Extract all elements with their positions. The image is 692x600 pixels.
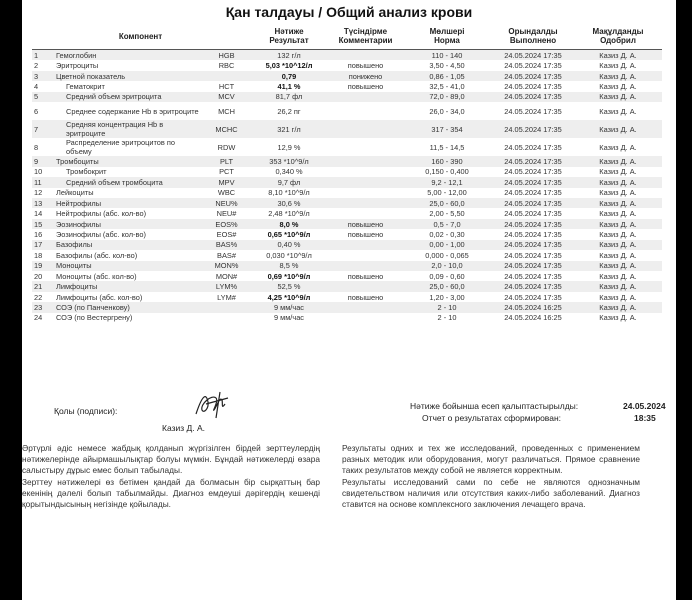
component-code: NEU# bbox=[204, 208, 249, 218]
row-number: 10 bbox=[32, 167, 54, 177]
approver-name: Казиз Д. А. bbox=[574, 302, 662, 312]
result-value: 0,340 % bbox=[249, 167, 329, 177]
completed-date: 24.05.2024 17:35 bbox=[492, 156, 574, 166]
result-value: 8,5 % bbox=[249, 261, 329, 271]
result-value: 8,10 *10^9/л bbox=[249, 188, 329, 198]
table-row bbox=[32, 240, 662, 250]
disclaimer-ru-paragraph: Результаты исследований сами по себе не являются однозначным свидетельством наличия или отсутствия каких-либо заболеваний. Диагноз ставится на основе комплексного заключения лечащего врача. bbox=[342, 476, 640, 510]
col-done: Орындалды Выполнено bbox=[492, 23, 574, 50]
reference-norm: 25,0 - 60,0 bbox=[402, 198, 492, 208]
result-value: 353 *10^9/л bbox=[249, 156, 329, 166]
result-comment: повышено bbox=[329, 292, 402, 302]
result-value: 41,1 % bbox=[249, 81, 329, 91]
row-number: 19 bbox=[32, 261, 54, 271]
generated-label-ru: Отчет о результатах сформирован: bbox=[422, 413, 562, 423]
component-name: Нейтрофилы (абс. кол-во) bbox=[54, 208, 204, 218]
approver-name: Казиз Д. А. bbox=[574, 177, 662, 187]
table-row bbox=[32, 71, 662, 81]
result-value: 0,65 *10^9/л bbox=[249, 229, 329, 239]
row-number: 23 bbox=[32, 302, 54, 312]
reference-norm: 1,20 - 3,00 bbox=[402, 292, 492, 302]
component-name: Среднее содержание Hb в эритроците bbox=[54, 102, 204, 120]
result-value: 5,03 *10^12/л bbox=[249, 60, 329, 70]
row-number: 18 bbox=[32, 250, 54, 260]
component-code: MCH bbox=[204, 102, 249, 120]
reference-norm: 0,86 - 1,05 bbox=[402, 71, 492, 81]
signature-mark bbox=[192, 388, 234, 422]
row-number: 5 bbox=[32, 92, 54, 102]
approver-name: Казиз Д. А. bbox=[574, 71, 662, 81]
row-number: 22 bbox=[32, 292, 54, 302]
approver-name: Казиз Д. А. bbox=[574, 167, 662, 177]
completed-date: 24.05.2024 16:25 bbox=[492, 302, 574, 312]
row-number: 15 bbox=[32, 219, 54, 229]
component-name: Лимфоциты (абс. кол-во) bbox=[54, 292, 204, 302]
results-body bbox=[32, 50, 662, 324]
component-name: Базофилы (абс. кол-во) bbox=[54, 250, 204, 260]
approver-name: Казиз Д. А. bbox=[574, 250, 662, 260]
reference-norm: 160 - 390 bbox=[402, 156, 492, 166]
component-name: СОЭ (по Панченкову) bbox=[54, 302, 204, 312]
completed-date: 24.05.2024 17:35 bbox=[492, 208, 574, 218]
component-code: LYM% bbox=[204, 281, 249, 291]
reference-norm: 0,09 - 0,60 bbox=[402, 271, 492, 281]
component-code bbox=[204, 71, 249, 81]
component-name: Средний объем эритроцита bbox=[54, 92, 204, 102]
component-code: RBC bbox=[204, 60, 249, 70]
result-value: 9,7 фл bbox=[249, 177, 329, 187]
row-number: 21 bbox=[32, 281, 54, 291]
generated-label-kz: Нәтиже бойынша есеп қалыптастырылды: bbox=[410, 401, 579, 411]
completed-date: 24.05.2024 17:35 bbox=[492, 281, 574, 291]
approver-name: Казиз Д. А. bbox=[574, 292, 662, 302]
result-comment bbox=[329, 167, 402, 177]
result-comment: повышено bbox=[329, 219, 402, 229]
result-value: 8,0 % bbox=[249, 219, 329, 229]
reference-norm: 2,0 - 10,0 bbox=[402, 261, 492, 271]
disclaimer-kz bbox=[22, 443, 320, 510]
result-value: 0,79 bbox=[249, 71, 329, 81]
reference-norm: 0,02 - 0,30 bbox=[402, 229, 492, 239]
approver-name: Казиз Д. А. bbox=[574, 92, 662, 102]
component-name: Нейтрофилы bbox=[54, 198, 204, 208]
result-comment: повышено bbox=[329, 81, 402, 91]
result-value: 9 мм/час bbox=[249, 313, 329, 323]
table-row bbox=[32, 92, 662, 102]
component-code: HCT bbox=[204, 81, 249, 91]
completed-date: 24.05.2024 17:35 bbox=[492, 292, 574, 302]
reference-norm: 0,150 - 0,400 bbox=[402, 167, 492, 177]
component-code: MCV bbox=[204, 92, 249, 102]
row-number: 17 bbox=[32, 240, 54, 250]
result-comment bbox=[329, 240, 402, 250]
approver-name: Казиз Д. А. bbox=[574, 156, 662, 166]
component-code: EOS% bbox=[204, 219, 249, 229]
result-comment bbox=[329, 281, 402, 291]
reference-norm: 2,00 - 5,50 bbox=[402, 208, 492, 218]
disclaimer-ru bbox=[342, 443, 640, 510]
row-number: 16 bbox=[32, 229, 54, 239]
table-row bbox=[32, 292, 662, 302]
component-name: Цветной показатель bbox=[54, 71, 204, 81]
component-code: EOS# bbox=[204, 229, 249, 239]
result-comment: понижено bbox=[329, 71, 402, 81]
result-value: 9 мм/час bbox=[249, 302, 329, 312]
result-comment bbox=[329, 138, 402, 156]
result-comment bbox=[329, 250, 402, 260]
table-row bbox=[32, 208, 662, 218]
table-row bbox=[32, 177, 662, 187]
row-number: 3 bbox=[32, 71, 54, 81]
table-row bbox=[32, 120, 662, 138]
component-name: Моноциты bbox=[54, 261, 204, 271]
table-row bbox=[32, 229, 662, 239]
result-comment bbox=[329, 313, 402, 323]
component-name: Лимфоциты bbox=[54, 281, 204, 291]
result-comment bbox=[329, 177, 402, 187]
approver-name: Казиз Д. А. bbox=[574, 138, 662, 156]
approver-name: Казиз Д. А. bbox=[574, 281, 662, 291]
completed-date: 24.05.2024 17:35 bbox=[492, 71, 574, 81]
component-code: RDW bbox=[204, 138, 249, 156]
result-comment bbox=[329, 120, 402, 138]
reference-norm: 0,5 - 7,0 bbox=[402, 219, 492, 229]
reference-norm: 5,00 - 12,00 bbox=[402, 188, 492, 198]
component-name: Распределение эритроцитов по объему bbox=[54, 138, 204, 156]
completed-date: 24.05.2024 17:35 bbox=[492, 219, 574, 229]
table-row bbox=[32, 50, 662, 61]
disclaimer-kz-paragraph: Зерттеу нәтижелері өз бетімен қандай да болмасын бір сырқаттың бар екенінің дәлелі болып табылмайды. Диагноз емдеуші дәрігердің кешенді қорытындысының негізінде қойылады. bbox=[22, 476, 320, 510]
approver-name: Казиз Д. А. bbox=[574, 198, 662, 208]
table-row bbox=[32, 281, 662, 291]
result-value: 12,9 % bbox=[249, 138, 329, 156]
row-number: 20 bbox=[32, 271, 54, 281]
component-code bbox=[204, 302, 249, 312]
approver-name: Казиз Д. А. bbox=[574, 219, 662, 229]
results-table bbox=[32, 23, 662, 323]
completed-date: 24.05.2024 17:35 bbox=[492, 240, 574, 250]
table-row bbox=[32, 271, 662, 281]
report-page bbox=[22, 0, 676, 600]
component-code: MON% bbox=[204, 261, 249, 271]
component-name: Эозинофилы bbox=[54, 219, 204, 229]
reference-norm: 25,0 - 60,0 bbox=[402, 281, 492, 291]
reference-norm: 0,000 - 0,065 bbox=[402, 250, 492, 260]
result-comment: повышено bbox=[329, 271, 402, 281]
completed-date: 24.05.2024 17:35 bbox=[492, 81, 574, 91]
approver-name: Казиз Д. А. bbox=[574, 188, 662, 198]
component-code: PLT bbox=[204, 156, 249, 166]
signer-name: Казиз Д. А. bbox=[162, 423, 205, 433]
table-row bbox=[32, 198, 662, 208]
reference-norm: 0,00 - 1,00 bbox=[402, 240, 492, 250]
generated-date: 24.05.2024 bbox=[623, 401, 666, 411]
component-code: PCT bbox=[204, 167, 249, 177]
page-title: Қан талдауы / Общий анализ крови bbox=[225, 4, 473, 20]
completed-date: 24.05.2024 17:35 bbox=[492, 60, 574, 70]
table-row bbox=[32, 250, 662, 260]
approver-name: Казиз Д. А. bbox=[574, 102, 662, 120]
approver-name: Казиз Д. А. bbox=[574, 271, 662, 281]
component-code: MPV bbox=[204, 177, 249, 187]
component-code: BAS# bbox=[204, 250, 249, 260]
component-code: BAS% bbox=[204, 240, 249, 250]
table-row bbox=[32, 138, 662, 156]
row-number: 8 bbox=[32, 138, 54, 156]
reference-norm: 3,50 - 4,50 bbox=[402, 60, 492, 70]
reference-norm: 110 - 140 bbox=[402, 50, 492, 61]
table-row bbox=[32, 102, 662, 120]
reference-norm: 2 - 10 bbox=[402, 302, 492, 312]
disclaimer-kz-paragraph: Әртүрлі әдіс немесе жабдық қолданып жүргізілген бірдей зерттеулердің нәтижелерінде айырмашылықтар болуы мүмкін. Бұндай нәтижелерді өзара салыстыру дұрыс емес болып табылады. bbox=[22, 443, 320, 476]
row-number: 6 bbox=[32, 102, 54, 120]
result-value: 4,25 *10^9/л bbox=[249, 292, 329, 302]
component-name: Средний объем тромбоцита bbox=[54, 177, 204, 187]
result-comment bbox=[329, 102, 402, 120]
approver-name: Казиз Д. А. bbox=[574, 313, 662, 323]
completed-date: 24.05.2024 17:35 bbox=[492, 271, 574, 281]
disclaimer-ru-paragraph: Результаты одних и тех же исследований, проведенных с применением разных методик или оборудования, могут различаться. Прямое сравнение таких результатов между собой не является корректным. bbox=[342, 443, 640, 476]
component-name: Гемоглобин bbox=[54, 50, 204, 61]
reference-norm: 317 - 354 bbox=[402, 120, 492, 138]
result-comment bbox=[329, 92, 402, 102]
approver-name: Казиз Д. А. bbox=[574, 60, 662, 70]
completed-date: 24.05.2024 17:35 bbox=[492, 177, 574, 187]
table-row bbox=[32, 188, 662, 198]
component-name: Эритроциты bbox=[54, 60, 204, 70]
component-name: Тромбоциты bbox=[54, 156, 204, 166]
approver-name: Казиз Д. А. bbox=[574, 50, 662, 61]
row-number: 1 bbox=[32, 50, 54, 61]
row-number: 4 bbox=[32, 81, 54, 91]
result-comment bbox=[329, 208, 402, 218]
result-value: 0,40 % bbox=[249, 240, 329, 250]
component-name: Эозинофилы (абс. кол-во) bbox=[54, 229, 204, 239]
component-name: Моноциты (абс. кол-во) bbox=[54, 271, 204, 281]
result-value: 132 г/л bbox=[249, 50, 329, 61]
result-value: 81,7 фл bbox=[249, 92, 329, 102]
table-row bbox=[32, 313, 662, 323]
table-row bbox=[32, 156, 662, 166]
row-number: 24 bbox=[32, 313, 54, 323]
col-component: Компонент bbox=[32, 23, 249, 50]
table-row bbox=[32, 219, 662, 229]
component-code: MON# bbox=[204, 271, 249, 281]
approver-name: Казиз Д. А. bbox=[574, 261, 662, 271]
result-comment bbox=[329, 188, 402, 198]
component-code: MCHC bbox=[204, 120, 249, 138]
row-number: 12 bbox=[32, 188, 54, 198]
component-name: Тромбокрит bbox=[54, 167, 204, 177]
approver-name: Казиз Д. А. bbox=[574, 120, 662, 138]
result-comment bbox=[329, 50, 402, 61]
table-row bbox=[32, 60, 662, 70]
component-code: WBC bbox=[204, 188, 249, 198]
completed-date: 24.05.2024 17:35 bbox=[492, 261, 574, 271]
result-value: 52,5 % bbox=[249, 281, 329, 291]
component-name: Гематокрит bbox=[54, 81, 204, 91]
approver-name: Казиз Д. А. bbox=[574, 240, 662, 250]
col-result: Нәтиже Результат bbox=[249, 23, 329, 50]
reference-norm: 2 - 10 bbox=[402, 313, 492, 323]
approver-name: Казиз Д. А. bbox=[574, 208, 662, 218]
approver-name: Казиз Д. А. bbox=[574, 229, 662, 239]
component-name: СОЭ (по Вестергрену) bbox=[54, 313, 204, 323]
result-value: 0,030 *10^9/л bbox=[249, 250, 329, 260]
result-comment: повышено bbox=[329, 60, 402, 70]
reference-norm: 9,2 - 12,1 bbox=[402, 177, 492, 187]
completed-date: 24.05.2024 17:35 bbox=[492, 229, 574, 239]
reference-norm: 11,5 - 14,5 bbox=[402, 138, 492, 156]
col-approved: Мақұлданды Одобрил bbox=[574, 23, 662, 50]
result-comment bbox=[329, 156, 402, 166]
row-number: 11 bbox=[32, 177, 54, 187]
table-row bbox=[32, 81, 662, 91]
result-comment bbox=[329, 261, 402, 271]
component-code bbox=[204, 313, 249, 323]
reference-norm: 26,0 - 34,0 bbox=[402, 102, 492, 120]
result-value: 30,6 % bbox=[249, 198, 329, 208]
row-number: 9 bbox=[32, 156, 54, 166]
row-number: 14 bbox=[32, 208, 54, 218]
completed-date: 24.05.2024 17:35 bbox=[492, 198, 574, 208]
reference-norm: 72,0 - 89,0 bbox=[402, 92, 492, 102]
completed-date: 24.05.2024 17:35 bbox=[492, 92, 574, 102]
row-number: 2 bbox=[32, 60, 54, 70]
completed-date: 24.05.2024 17:35 bbox=[492, 138, 574, 156]
completed-date: 24.05.2024 17:35 bbox=[492, 50, 574, 61]
approver-name: Казиз Д. А. bbox=[574, 81, 662, 91]
component-name: Лейкоциты bbox=[54, 188, 204, 198]
completed-date: 24.05.2024 17:35 bbox=[492, 188, 574, 198]
completed-date: 24.05.2024 17:35 bbox=[492, 250, 574, 260]
table-row bbox=[32, 302, 662, 312]
row-number: 13 bbox=[32, 198, 54, 208]
col-comment: Түсіндірме Комментарии bbox=[329, 23, 402, 50]
completed-date: 24.05.2024 16:25 bbox=[492, 313, 574, 323]
result-value: 0,69 *10^9/л bbox=[249, 271, 329, 281]
table-row bbox=[32, 167, 662, 177]
row-number: 7 bbox=[32, 120, 54, 138]
signature-label: Қолы (подписи): bbox=[54, 406, 118, 416]
completed-date: 24.05.2024 17:35 bbox=[492, 120, 574, 138]
reference-norm: 32,5 - 41,0 bbox=[402, 81, 492, 91]
component-code: NEU% bbox=[204, 198, 249, 208]
component-code: HGB bbox=[204, 50, 249, 61]
result-comment: повышено bbox=[329, 229, 402, 239]
result-value: 321 г/л bbox=[249, 120, 329, 138]
completed-date: 24.05.2024 17:35 bbox=[492, 102, 574, 120]
completed-date: 24.05.2024 17:35 bbox=[492, 167, 574, 177]
table-header bbox=[32, 23, 662, 50]
table-row bbox=[32, 261, 662, 271]
generated-time: 18:35 bbox=[634, 413, 656, 423]
result-comment bbox=[329, 198, 402, 208]
component-code: LYM# bbox=[204, 292, 249, 302]
result-value: 26,2 пг bbox=[249, 102, 329, 120]
result-value: 2,48 *10^9/л bbox=[249, 208, 329, 218]
result-comment bbox=[329, 302, 402, 312]
component-name: Базофилы bbox=[54, 240, 204, 250]
component-name: Средняя концентрация Hb в эритроците bbox=[54, 120, 204, 138]
col-norm: Мөлшері Норма bbox=[402, 23, 492, 50]
